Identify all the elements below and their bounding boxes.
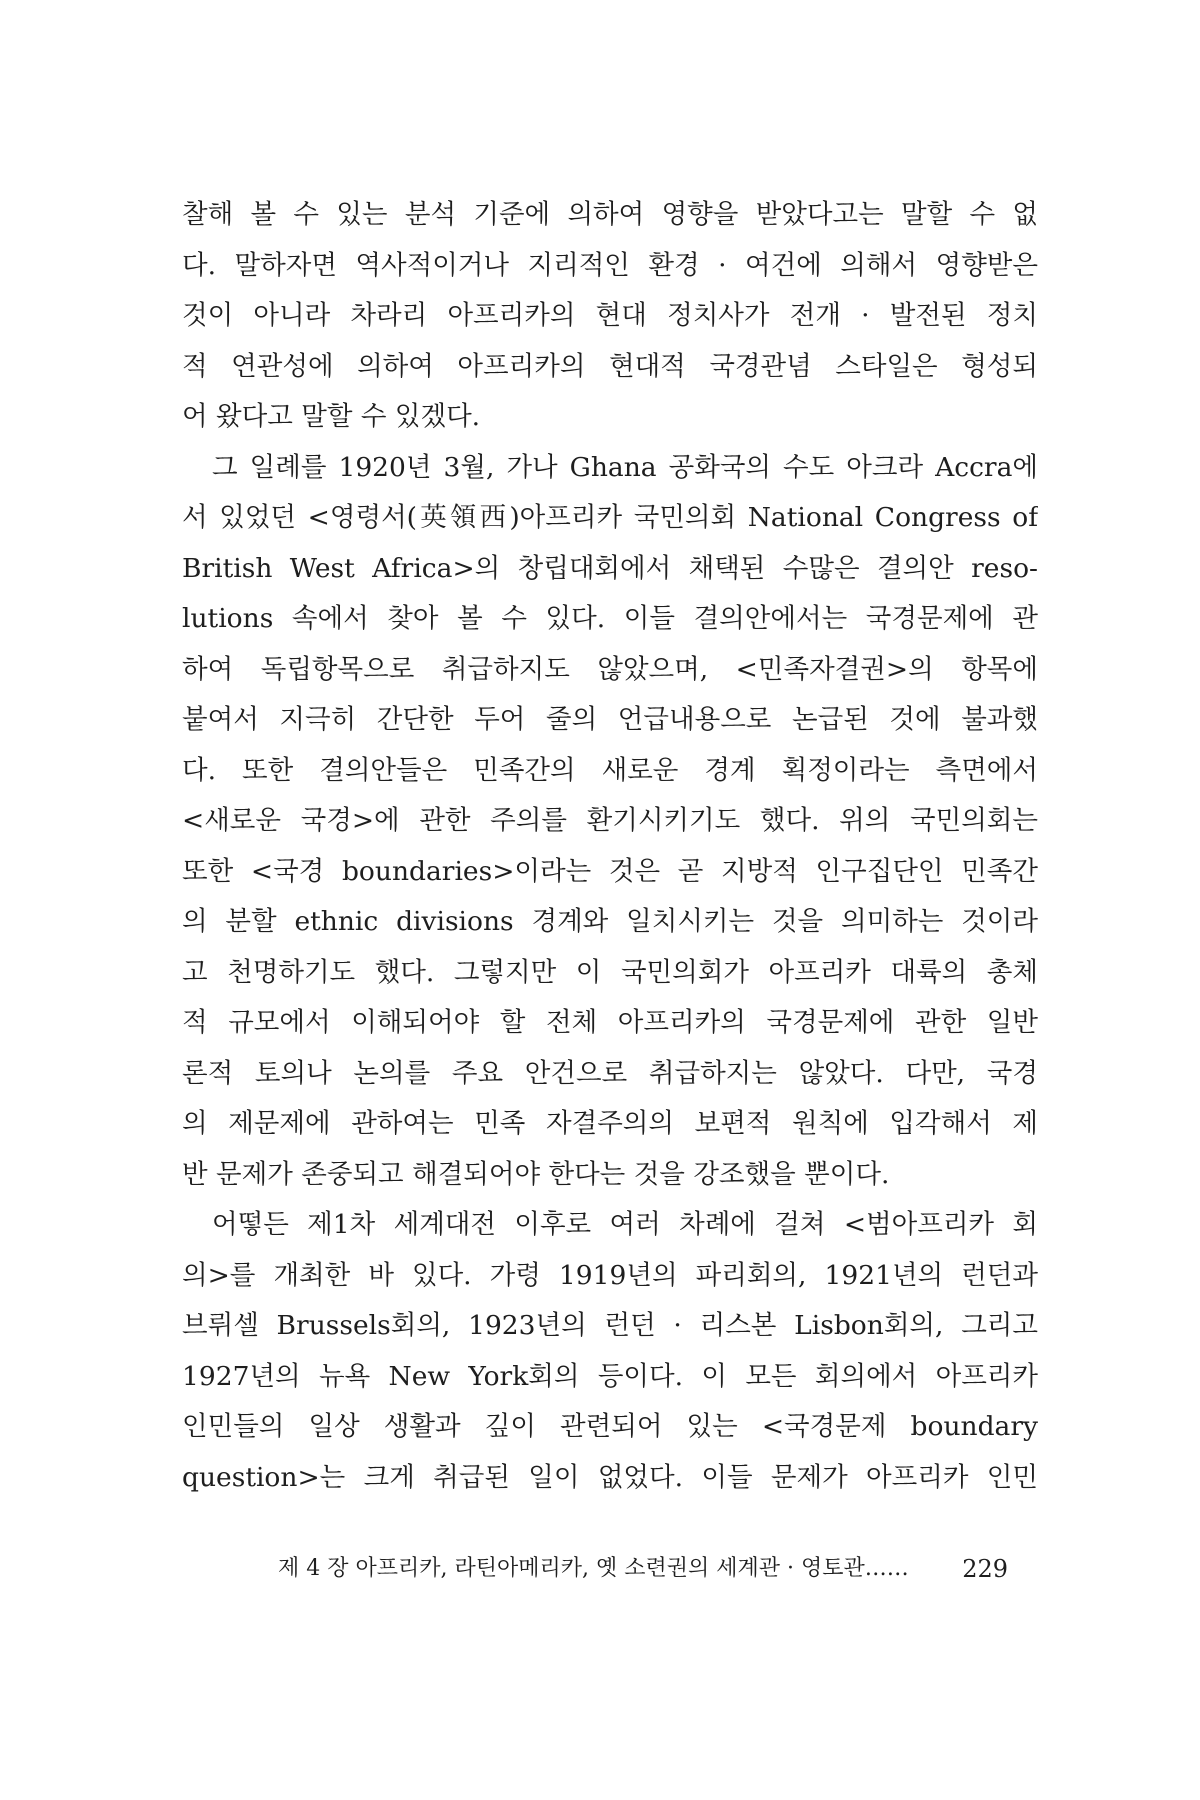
text-line: 1927년의 뉴욕 New York회의 등이다. 이 모든 회의에서 아프리카	[182, 1360, 1038, 1392]
text-line: 다. 또한 결의안들은 민족간의 새로운 경계 획정이라는 측면에서	[182, 754, 1038, 786]
running-head: 제 4 장 아프리카, 라틴아메리카, 옛 소련권의 세계관 · 영토관……	[278, 1556, 909, 1581]
text-line: 브뤼셀 Brussels회의, 1923년의 런던 · 리스본 Lisbon회의, 그리고	[182, 1310, 1038, 1341]
text-line: 반 문제가 존중되고 해결되어야 한다는 것을 강조했을 뿐이다.	[182, 1158, 890, 1190]
text-line: 의 제문제에 관하여는 민족 자결주의의 보편적 원칙에 입각해서 제	[182, 1108, 1038, 1139]
text-line: 어떻든 제1차 세계대전 이후로 여러 차례에 걸쳐 <범아프리카 회	[212, 1209, 1038, 1240]
text-line: 또한 <국경 boundaries>이라는 것은 곧 지방적 인구집단인 민족간	[182, 855, 1038, 887]
text-line: 붙여서 지극히 간단한 두어 줄의 언급내용으로 논급된 것에 불과했	[182, 704, 1038, 735]
text-line: 찰해 볼 수 있는 분석 기준에 의하여 영향을 받았다고는 말할 수 없	[182, 199, 1038, 230]
text-line: 다. 말하자면 역사적이거나 지리적인 환경 · 여건에 의해서 영향받은	[182, 249, 1038, 281]
text-line: 서 있었던 <영령서(英領西)아프리카 국민의회 National Congress of	[182, 502, 1038, 533]
text-line: 적 연관성에 의하여 아프리카의 현대적 국경관념 스타일은 형성되	[182, 350, 1038, 382]
page-number: 229	[962, 1555, 1008, 1583]
text-line: 의>를 개최한 바 있다. 가령 1919년의 파리회의, 1921년의 런던과	[182, 1259, 1038, 1291]
text-line: 인민들의 일상 생활과 깊이 관련되어 있는 <국경문제 boundary	[182, 1411, 1038, 1442]
text-line: 어 왔다고 말할 수 있겠다.	[182, 401, 481, 432]
text-line: 론적 토의나 논의를 주요 안건으로 취급하지는 않았다. 다만, 국경	[182, 1057, 1038, 1089]
page-footer	[278, 1554, 1008, 1584]
text-line: 적 규모에서 이해되어야 할 전체 아프리카의 국경문제에 관한 일반	[182, 1007, 1038, 1038]
text-line: lutions 속에서 찾아 볼 수 있다. 이들 결의안에서는 국경문제에 관	[182, 603, 1038, 634]
text-line: 고 천명하기도 했다. 그렇지만 이 국민의회가 아프리카 대륙의 총체	[182, 956, 1038, 988]
text-line: 그 일례를 1920년 3월, 가나 Ghana 공화국의 수도 아크라 Accra에	[212, 451, 1038, 483]
text-line: 의 분할 ethnic divisions 경계와 일치시키는 것을 의미하는 것이라	[182, 906, 1038, 937]
text-line: question>는 크게 취급된 일이 없었다. 이들 문제가 아프리카 인민	[182, 1461, 1038, 1493]
text-line: 것이 아니라 차라리 아프리카의 현대 정치사가 전개 · 발전된 정치	[182, 300, 1038, 331]
text-line: 하여 독립항목으로 취급하지도 않았으며, <민족자결권>의 항목에	[182, 653, 1038, 685]
text-line: British West Africa>의 창립대회에서 채택된 수많은 결의안 reso-	[182, 552, 1038, 584]
text-line: <새로운 국경>에 관한 주의를 환기시키기도 했다. 위의 국민의회는	[182, 805, 1038, 836]
body-text	[182, 190, 1038, 1503]
